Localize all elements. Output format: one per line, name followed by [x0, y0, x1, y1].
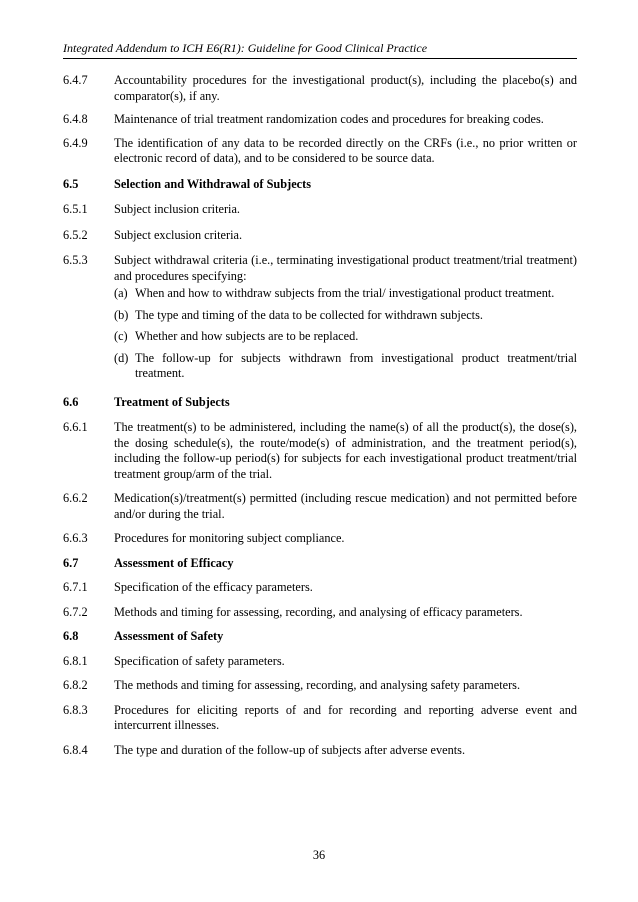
- item-text: Specification of the efficacy parameters.: [114, 580, 313, 594]
- page-body: [63, 73, 577, 758]
- sub-item-c: [114, 329, 577, 345]
- sub-item-text: The follow-up for subjects withdrawn from investigational product treatment/trial treatment.: [135, 350, 577, 380]
- item-6-4-9: [63, 136, 577, 167]
- item-6-8-4: [63, 743, 577, 759]
- sub-item-d: [114, 351, 577, 382]
- item-number: 6.6.2: [63, 491, 88, 505]
- sub-item-label: (b): [114, 307, 129, 322]
- section-title: Selection and Withdrawal of Subjects: [114, 176, 311, 191]
- item-6-4-7: [63, 73, 577, 104]
- item-number: 6.8.1: [63, 653, 88, 668]
- sub-item-label: (d): [114, 350, 129, 365]
- item-number: 6.6.1: [63, 420, 88, 434]
- item-text: Maintenance of trial treatment randomization codes and procedures for breaking codes.: [114, 112, 544, 126]
- item-text: Subject withdrawal criteria (i.e., terminating investigational product treatment/trial treatment) and procedures specifying:: [114, 253, 577, 283]
- section-title: Assessment of Safety: [114, 629, 224, 643]
- item-text: The methods and timing for assessing, recording, and analysing safety parameters.: [114, 678, 521, 692]
- section-number: 6.8: [63, 629, 79, 643]
- sub-item-a: [114, 286, 577, 302]
- item-text: The treatment(s) to be administered, including the name(s) of all the product(s), the dose(s), the dosing schedule(s), the route/mode(s) of administration, and the treatment period(s), including the follow-up period(s) for subjects for each investigational product treatment/trial treatment group/arm of the trial.: [114, 420, 577, 481]
- sub-item-label: (c): [114, 329, 128, 343]
- item-6-4-8: [63, 112, 577, 128]
- item-number: 6.8.3: [63, 702, 88, 717]
- running-header: Integrated Addendum to ICH E6(R1): Guideline for Good Clinical Practice: [63, 41, 577, 59]
- item-text: Accountability procedures for the investigational product(s), including the placebo(s) and comparator(s), if any.: [114, 73, 577, 103]
- section-heading-6-8: [63, 629, 577, 645]
- item-6-8-3: [63, 703, 577, 734]
- item-6-8-2: [63, 678, 577, 694]
- item-6-6-2: [63, 491, 577, 522]
- item-text: Subject inclusion criteria.: [114, 202, 241, 216]
- section-heading-6-6: [63, 395, 577, 411]
- item-number: 6.5.3: [63, 253, 88, 267]
- section-title: Assessment of Efficacy: [114, 555, 234, 570]
- item-text: Procedures for monitoring subject compliance.: [114, 531, 345, 545]
- sub-item-label: (a): [114, 286, 128, 300]
- item-number: 6.7.1: [63, 580, 88, 594]
- item-text: Procedures for eliciting reports of and for recording and reporting adverse event and intercurrent illnesses.: [114, 702, 577, 732]
- item-number: 6.8.2: [63, 678, 88, 692]
- item-text: Specification of safety parameters.: [114, 653, 285, 668]
- item-text: The type and duration of the follow-up of subjects after adverse events.: [114, 742, 466, 757]
- item-6-7-2: [63, 605, 577, 621]
- item-number: 6.6.3: [63, 531, 88, 545]
- item-6-5-1: [63, 202, 577, 218]
- sub-item-text: The type and timing of the data to be collected for withdrawn subjects.: [135, 307, 483, 322]
- item-6-5-3: [63, 253, 577, 284]
- item-number: 6.4.7: [63, 73, 88, 87]
- item-6-5-2: [63, 228, 577, 244]
- section-title: Treatment of Subjects: [114, 394, 230, 409]
- item-number: 6.8.4: [63, 742, 88, 757]
- sub-item-text: Whether and how subjects are to be replaced.: [135, 329, 359, 343]
- section-number: 6.6: [63, 394, 79, 409]
- item-number: 6.5.2: [63, 227, 88, 242]
- item-text: The identification of any data to be recorded directly on the CRFs (i.e., no prior written or electronic record of data), and to be considered to be source data.: [114, 135, 577, 165]
- item-6-6-1: [63, 420, 577, 482]
- item-text: Methods and timing for assessing, recording, and analysing of efficacy parameters.: [114, 604, 523, 619]
- section-number: 6.5: [63, 176, 79, 191]
- section-heading-6-7: [63, 556, 577, 572]
- item-6-6-3: [63, 531, 577, 547]
- item-text: Subject exclusion criteria.: [114, 227, 243, 242]
- sub-item-b: [114, 308, 577, 324]
- item-number: 6.4.9: [63, 135, 88, 150]
- item-6-7-1: [63, 580, 577, 596]
- section-number: 6.7: [63, 555, 79, 570]
- item-text: Medication(s)/treatment(s) permitted (including rescue medication) and not permitted before and/or during the trial.: [114, 491, 577, 521]
- item-6-8-1: [63, 654, 577, 670]
- item-number: 6.4.8: [63, 112, 88, 126]
- sub-item-text: When and how to withdraw subjects from the trial/ investigational product treatment.: [135, 286, 555, 300]
- page-number: 36: [312, 848, 326, 862]
- item-number: 6.5.1: [63, 202, 88, 216]
- item-number: 6.7.2: [63, 604, 88, 619]
- section-heading-6-5: [63, 177, 577, 193]
